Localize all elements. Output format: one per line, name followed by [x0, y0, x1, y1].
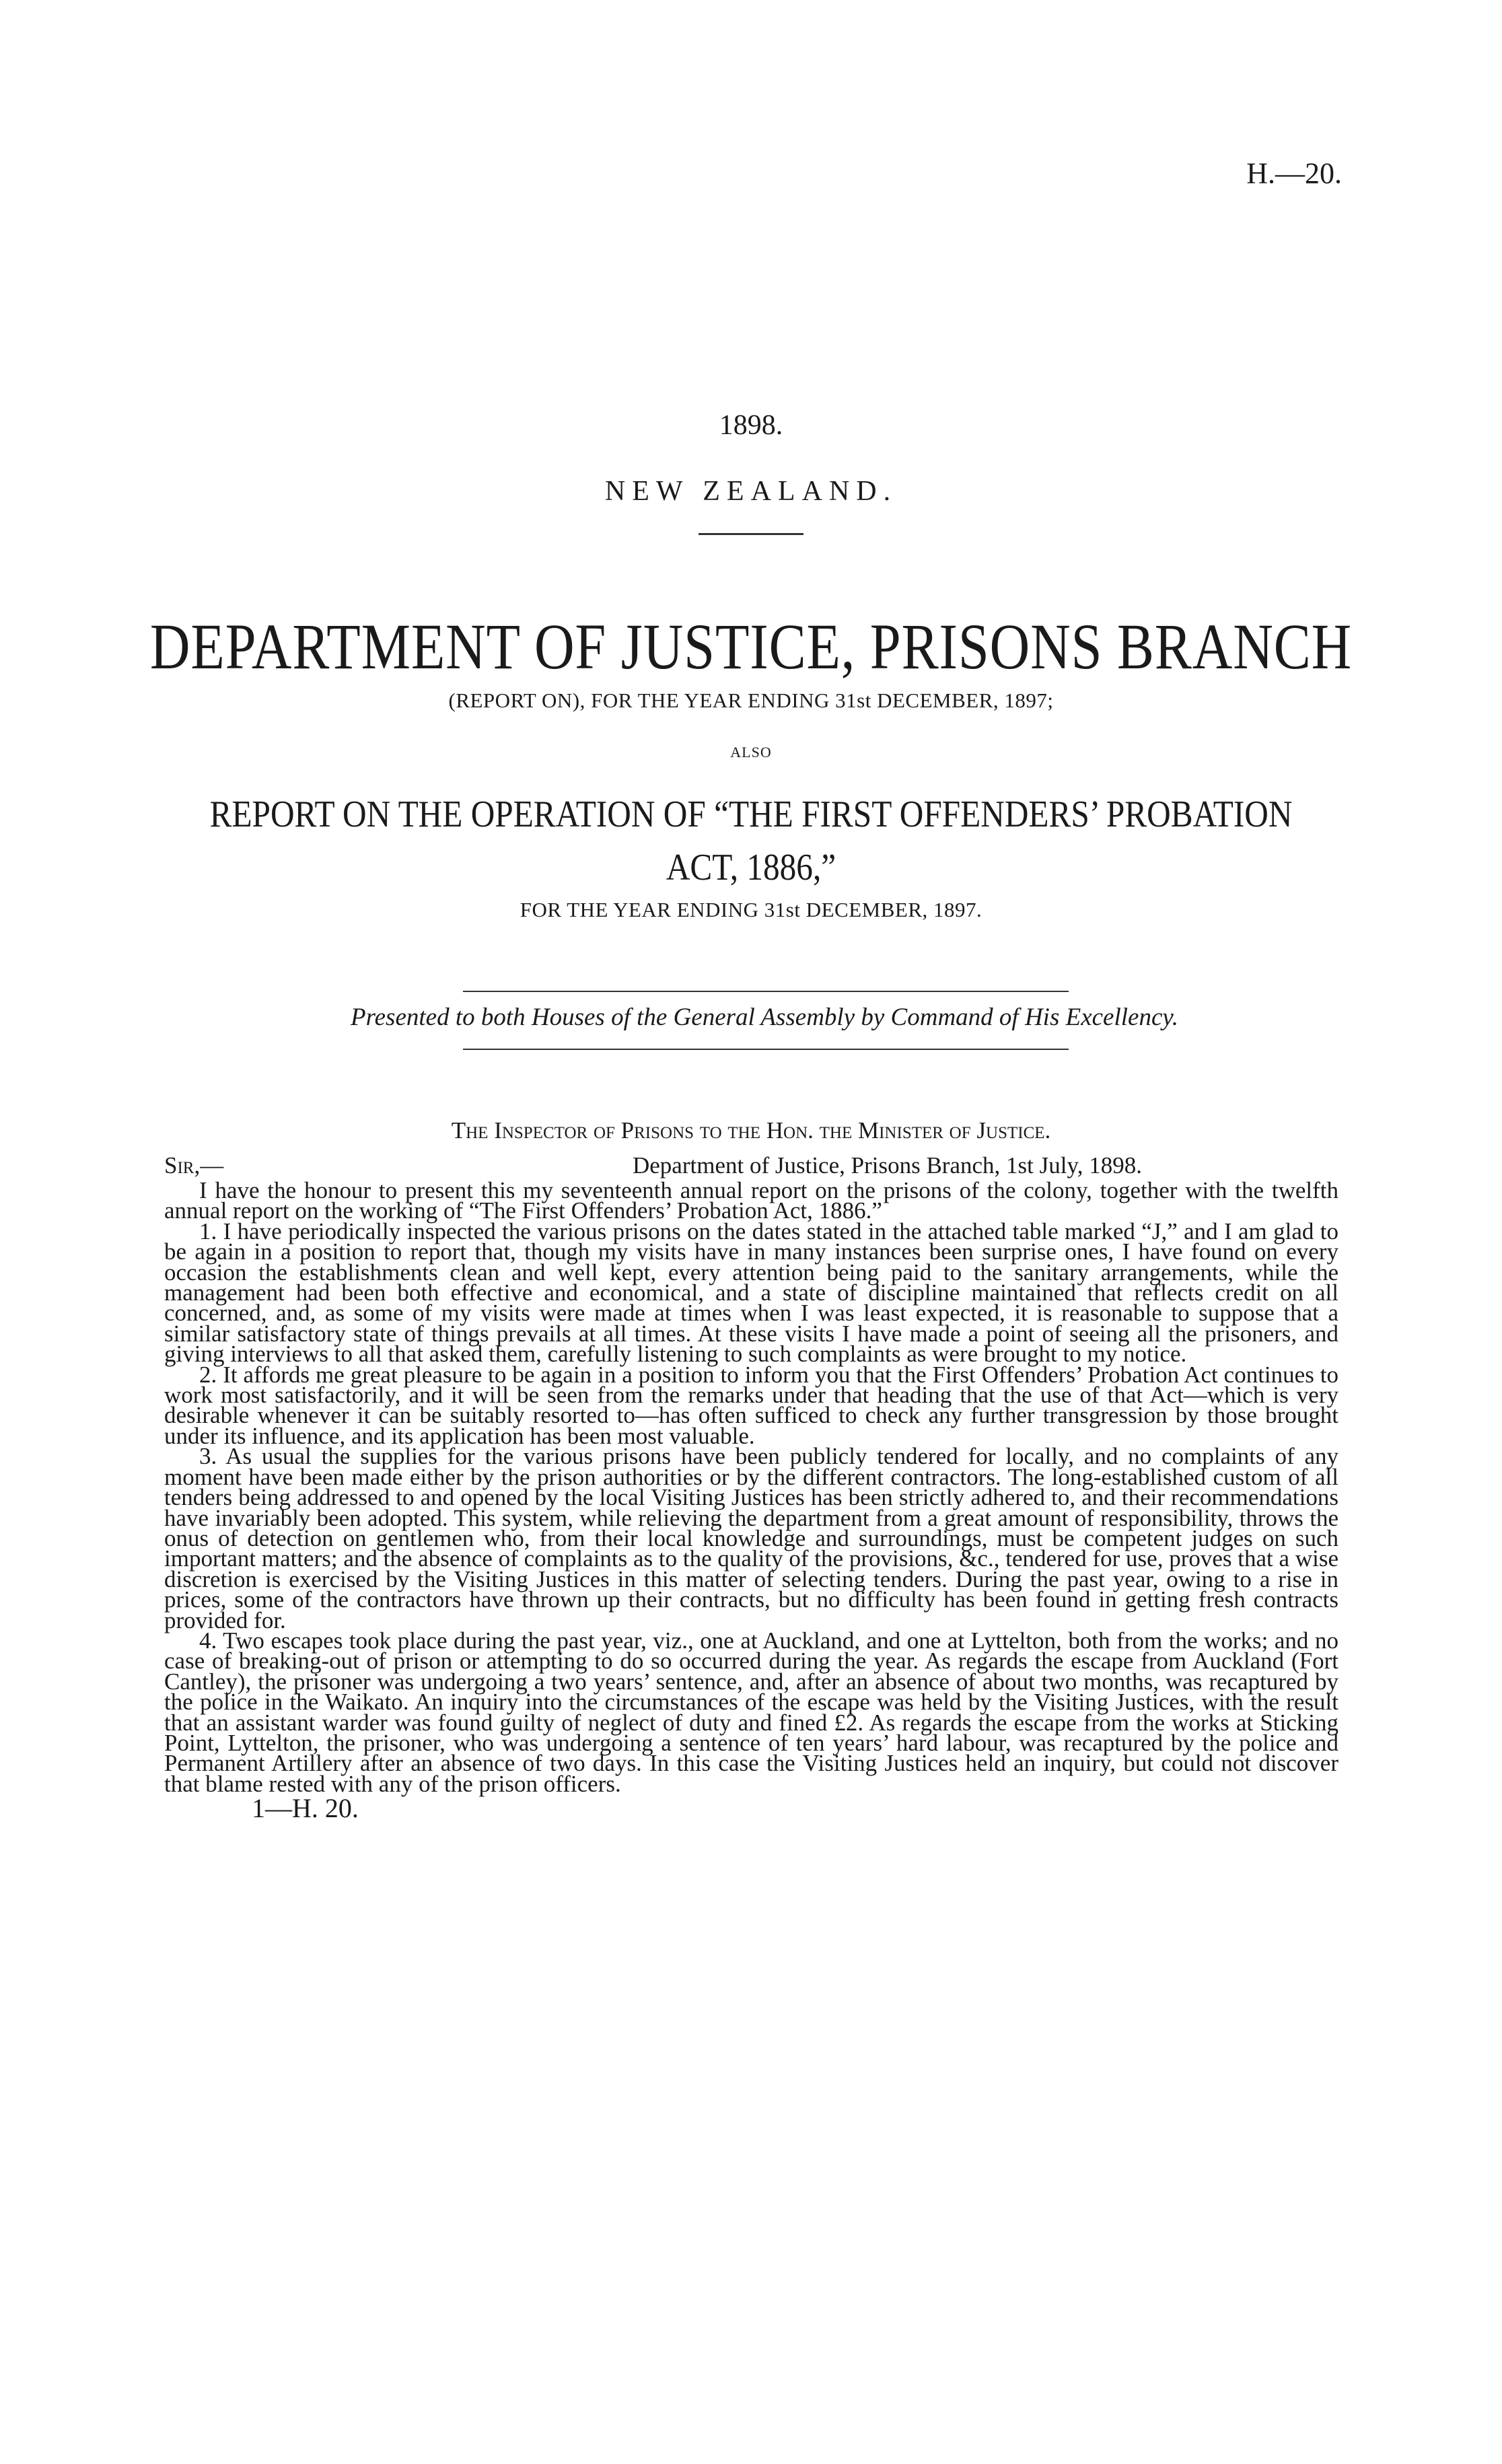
paragraph-intro: I have the honour to present this my seventeenth annual report on the prisons of the colony, together with the twelfth annual report on the working of “The First Offenders’ Probation Act, 1886.” [164, 1177, 1338, 1224]
probation-report-title-line1: REPORT ON THE OPERATION OF “THE FIRST OFFENDERS’ PROBATION [209, 794, 1293, 835]
also-label: ALSO [730, 744, 772, 761]
page-reference: H.—20. [1246, 157, 1342, 190]
title-divider [699, 533, 803, 535]
paragraph-3: 3. As usual the supplies for the various prisons have been publicly tendered for locally, and no complaints of any moment have been made either by the prison authorities or by the different contractors. The long-established custom of all tenders being addressed to and opened by the local Visiting Justices has been strictly adhered to, and their recommendations have invariably been adopted. This system, while relieving the department from a great amount of responsibility, throws the onus of detection on gentlemen who, from their local knowledge and surroundings, must be competent judges on such important matters; and the absence of complaints as to the quality of the provisions, &c., tendered for use, proves that a wise discretion is exercised by the Visiting Justices in this matter of selecting tenders. During the past year, owing to a rise in prices, some of the contractors have thrown up their contracts, but no difficulty has been found in getting fresh contracts provided for. [164, 1443, 1338, 1633]
presented-rule-bottom [463, 1049, 1069, 1050]
letter-addressee: Sir,— [164, 1152, 224, 1178]
probation-report-title-line2: ACT, 1886,” [666, 847, 836, 888]
letter-salutation: The Inspector of Prisons to the Hon. the Minister of Justice. [451, 1117, 1051, 1143]
letter-dateline: Department of Justice, Prisons Branch, 1st July, 1898. [633, 1152, 1142, 1178]
presented-rule-top [463, 991, 1069, 992]
letter-body [164, 1177, 1338, 1824]
paragraph-4: 4. Two escapes took place during the past year, viz., one at Auckland, and one at Lyttelton, both from the works; and no case of breaking-out of prison or attempting to do so occurred during the year. As regards the escape from Auckland (Fort Cantley), the prisoner was undergoing a two years’ sentence, and, after an absence of about two months, was recaptured by the police in the Waikato. An inquiry into the circumstances of the escape was held by the Visiting Justices, with the result that an assistant warder was found guilty of neglect of duty and fined £2. As regards the escape from the works at Sticking Point, Lyttelton, the prisoner, who was undergoing a sentence of ten years’ hard labour, was recaptured by the police and Permanent Artillery after an absence of two days. In this case the Visiting Justices held an inquiry, but could not discover that blame rested with any of the prison officers. [164, 1627, 1338, 1797]
document-year: 1898. [719, 410, 783, 441]
paragraph-1: 1. I have periodically inspected the various prisons on the dates stated in the attached table marked “J,” and I am glad to be again in a position to report that, though my visits have in many instances been surprise ones, I have found on every occasion the establishments clean and well kept, every attention being paid to the sanitary arrangements, while the management had been both effective and economical, and a state of discipline maintained that reflects credit on all concerned, and, as some of my visits were made at times when I was least expected, it is reasonable to suppose that a similar satisfactory state of things prevails at all times. At these visits I have made a point of seeing all the prisoners, and giving interviews to all that asked them, carefully listening to such complaints as were brought to my notice. [164, 1218, 1338, 1368]
country-heading: NEW ZEALAND. [604, 476, 898, 507]
paragraph-2: 2. It affords me great pleasure to be again in a position to inform you that the First Offenders’ Probation Act continues to work most satisfactorily, and it will be seen from the remarks under that heading that the use of that Act—which is very desirable whenever it can be suitably resorted to—has often sufficed to check any further transgression by those brought under its influence, and its application has been most valuable. [164, 1361, 1338, 1449]
report-subtitle: (REPORT ON), FOR THE YEAR ENDING 31st DECEMBER, 1897; [448, 689, 1054, 712]
presented-statement: Presented to both Houses of the General Assembly by Command of His Excellency. [351, 1004, 1178, 1031]
probation-report-subtitle: FOR THE YEAR ENDING 31st DECEMBER, 1897. [520, 898, 982, 921]
footer-signature-ref: 1—H. 20. [252, 1793, 359, 1824]
main-title: DEPARTMENT OF JUSTICE, PRISONS BRANCH [149, 610, 1353, 682]
